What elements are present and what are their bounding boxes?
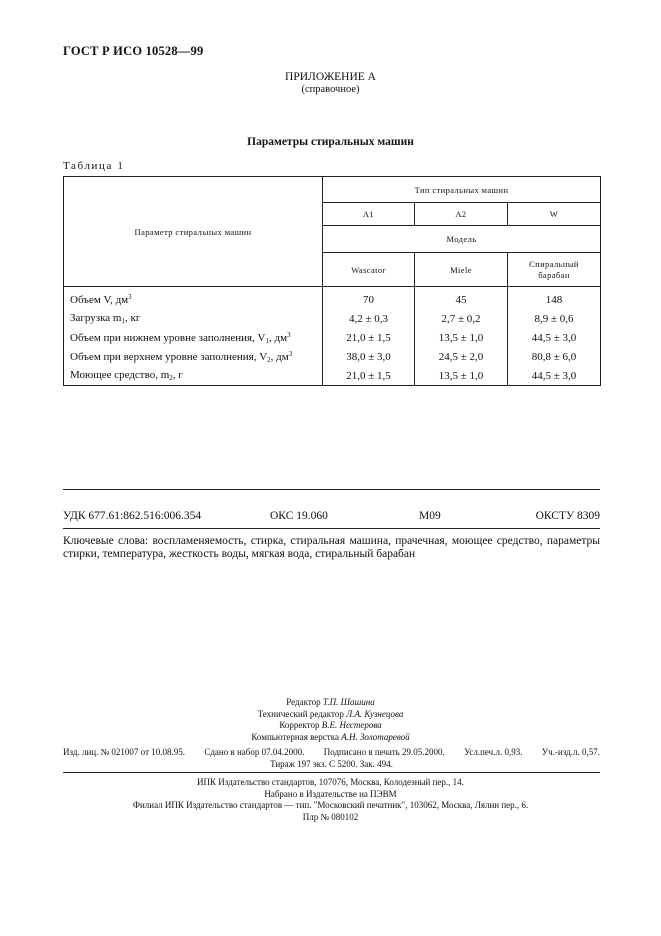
divider-bottom — [63, 772, 600, 773]
credit-line: Компьютерная верстка А.Н. Золотаревой — [251, 731, 410, 742]
printer-line: ИПК Издательство стандартов, 107076, Москва, Колодезный пер., 14. — [197, 777, 464, 787]
row-label: Загрузка $m_1$, кг — [64, 309, 323, 328]
oks-code: ОКС 19.060 — [270, 510, 328, 522]
table-row — [64, 287, 601, 310]
row-label: Объем при верхнем уровне заполнения, $V_2$, $дм^3$ — [64, 347, 323, 366]
cell-value: 13,5 ± 1,0 — [415, 366, 508, 386]
cell-value: 80,8 ± 6,0 — [508, 347, 601, 366]
publication-info — [63, 747, 600, 770]
row-label: Объем при нижнем уровне заполнения, $V_1$, $дм^3$ — [64, 328, 323, 347]
cell-value: 70 — [323, 287, 415, 310]
m-code: М09 — [419, 510, 441, 522]
cell-value: 21,0 ± 1,5 — [323, 328, 415, 347]
table-row — [64, 309, 601, 328]
table-row — [64, 347, 601, 366]
license: Изд. лиц. № 021007 от 10.08.95. — [63, 747, 185, 757]
type-a2: A2 — [415, 203, 508, 226]
model-miele: Miele — [415, 253, 508, 287]
divider-middle — [63, 528, 600, 529]
param-header: Параметр стиральных машин — [64, 177, 323, 287]
credit-line: Редактор Т.П. Шашина — [286, 697, 375, 707]
cell-value: 45 — [415, 287, 508, 310]
model-header: Модель — [323, 226, 601, 253]
type-header: Тип стиральных машин — [323, 177, 601, 203]
printer-line: Филиал ИПК Издательство стандартов — тип. "Московский печатник", 103062, Москва, Лялин пер., 6. — [132, 800, 529, 810]
printer-line: Плр № 080102 — [302, 811, 359, 822]
cell-value: 24,5 ± 2,0 — [415, 347, 508, 366]
cell-value: 44,5 ± 3,0 — [508, 328, 601, 347]
printer-info — [0, 777, 661, 823]
credit-line: Технический редактор Л.А. Кузнецова — [257, 708, 404, 719]
table-label: Таблица 1 — [63, 160, 125, 172]
cell-value: 8,9 ± 0,6 — [508, 309, 601, 328]
table-row — [64, 328, 601, 347]
parameters-table — [63, 176, 601, 386]
model-wascator: Wascator — [323, 253, 415, 287]
credits — [0, 697, 661, 743]
cell-value: 21,0 ± 1,5 — [323, 366, 415, 386]
cell-value: 44,5 ± 3,0 — [508, 366, 601, 386]
cell-value: 13,5 ± 1,0 — [415, 328, 508, 347]
divider-top — [63, 489, 600, 490]
printer-line: Набрано в Издательстве на ПЭВМ — [264, 788, 397, 799]
cell-value: 38,0 ± 3,0 — [323, 347, 415, 366]
row-label: Моющее средство, $m_2$, г — [64, 366, 323, 386]
cell-value: 4,2 ± 0,3 — [323, 309, 415, 328]
table-row — [64, 366, 601, 386]
signed-date: Подписано в печать 29.05.2000. — [323, 747, 445, 757]
sent-date: Сдано в набор 07.04.2000. — [204, 747, 305, 757]
credit-line: Корректор В.Е. Нестерова — [279, 720, 382, 730]
appendix-title: ПРИЛОЖЕНИЕ А — [285, 71, 376, 83]
document-code: ГОСТ Р ИСО 10528—99 — [63, 44, 204, 58]
cell-value: 2,7 ± 0,2 — [415, 309, 508, 328]
keywords: Ключевые слова: воспламеняемость, стирка, стиральная машина, прачечная, моющее средство, параметры стирки, температура, жесткость воды, мягкая вода, стиральный барабан — [63, 535, 600, 560]
section-title: Параметры стиральных машин — [247, 136, 414, 148]
type-w: W — [508, 203, 601, 226]
appendix-note: (справочное) — [301, 84, 360, 95]
print-run: Тираж 197 экз. С 5200. Зак. 494. — [270, 758, 393, 769]
udk-code: УДК 677.61:862.516:006.354 — [63, 510, 202, 522]
model-spiral-drum: Спиральный барабан — [508, 253, 601, 287]
cell-value: 148 — [508, 287, 601, 310]
print-sheets: Усл.печ.л. 0,93. — [464, 747, 523, 757]
row-label: Объем V, $дм^3$ — [64, 287, 323, 310]
okstu-code: ОКСТУ 8309 — [535, 510, 600, 522]
type-a1: A1 — [323, 203, 415, 226]
edition-sheets: Уч.-изд.л. 0,57. — [541, 747, 600, 757]
